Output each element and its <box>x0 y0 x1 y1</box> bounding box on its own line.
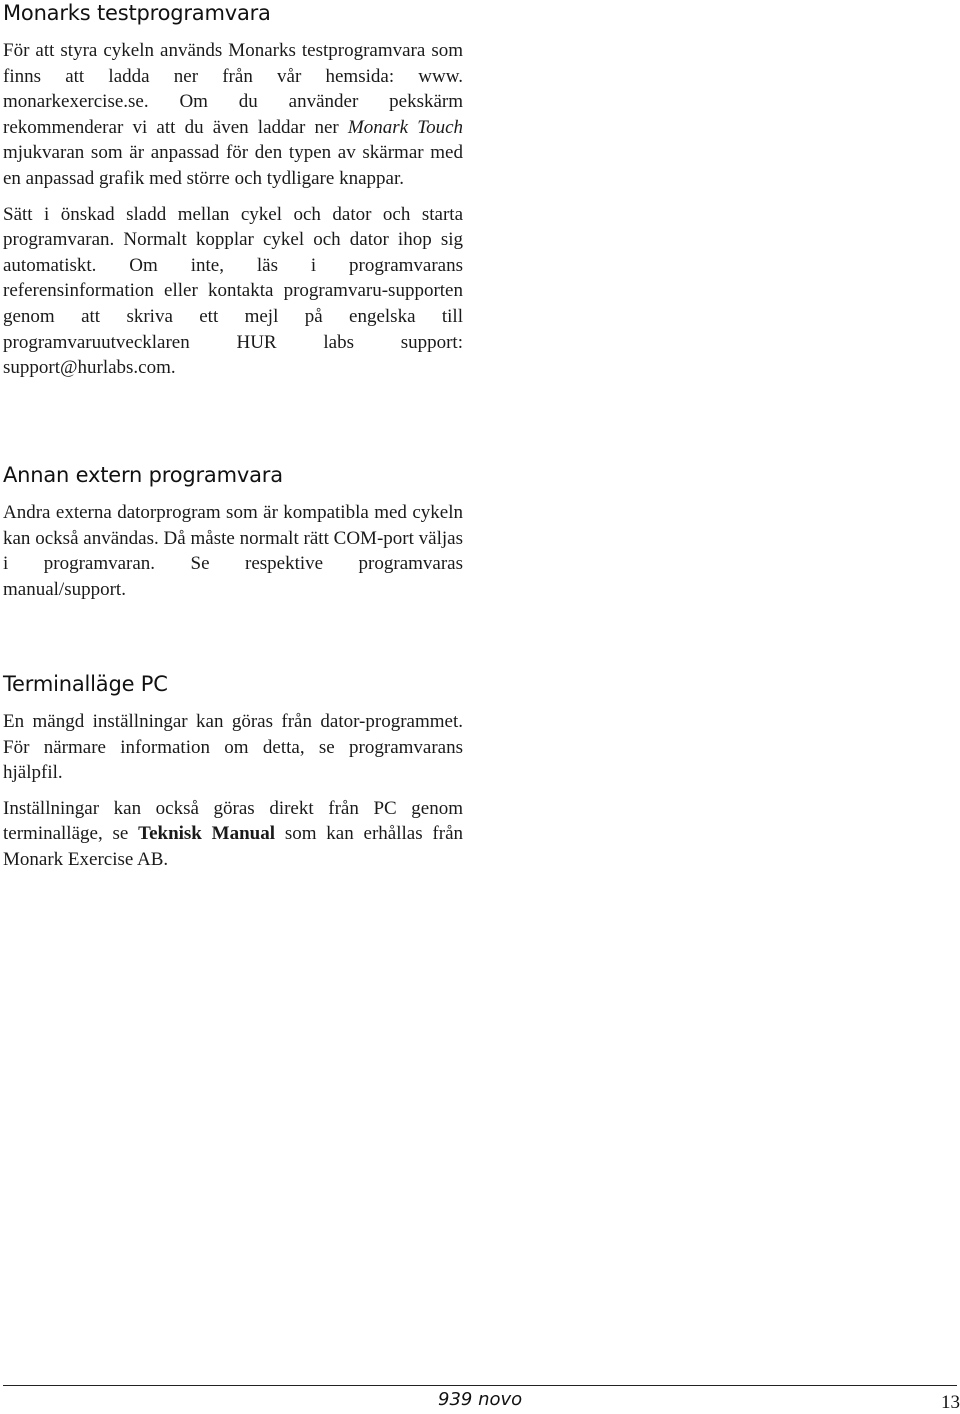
product-name: Monark Touch <box>347 116 463 138</box>
section-heading: Terminalläge PC <box>3 672 168 696</box>
manual-reference: Teknisk Manual <box>138 823 276 845</box>
paragraph: Sätt i önskad sladd mellan cykel och dator och starta programvaran. Normalt kopplar cykel och dator ihop sig automatiskt. Om inte, läs i programvarans referensinformation eller kontakta programvaru-supporten genom att skriva ett mejl på engelska till programvaruutvecklaren HUR labs support: support@hurlabs.com. <box>3 203 463 379</box>
paragraph-text: som kan erhållas från Monark Exercise AB. <box>3 823 463 870</box>
paragraph-text: Inställningar kan också göras direkt från PC genom terminalläge, se <box>3 797 463 845</box>
section-monarks-testprogramvara <box>3 0 463 381</box>
paragraph-text: mjukvaran som är anpassad för den typen av skärmar med en anpassad grafik med större och tydligare knappar. <box>3 142 463 189</box>
paragraph <box>3 796 463 873</box>
section-annan-extern-programvara <box>3 462 463 602</box>
page-number: 13 <box>941 1392 960 1413</box>
section-heading: Annan extern programvara <box>3 463 283 487</box>
paragraph-text: För att styra cykeln används Monarks testprogramvara som finns att ladda ner från vår hemsida: www. monarkexercise.se. Om du använder pekskärm rekommenderar vi att du även laddar ner <box>3 40 463 138</box>
footer-divider <box>3 1385 957 1386</box>
footer-model-name: 939 novo <box>438 1389 523 1410</box>
section-terminallage-pc <box>3 671 463 873</box>
paragraph <box>3 38 463 192</box>
section-heading: Monarks testprogramvara <box>3 1 271 25</box>
paragraph: En mängd inställningar kan göras från dator-programmet. För närmare information om detta, se programvarans hjälpfil. <box>3 711 463 784</box>
paragraph: Andra externa datorprogram som är kompatibla med cykeln kan också användas. Då måste normalt rätt COM-port väljas i programvaran. Se respektive programvaras manual/support. <box>3 502 463 600</box>
